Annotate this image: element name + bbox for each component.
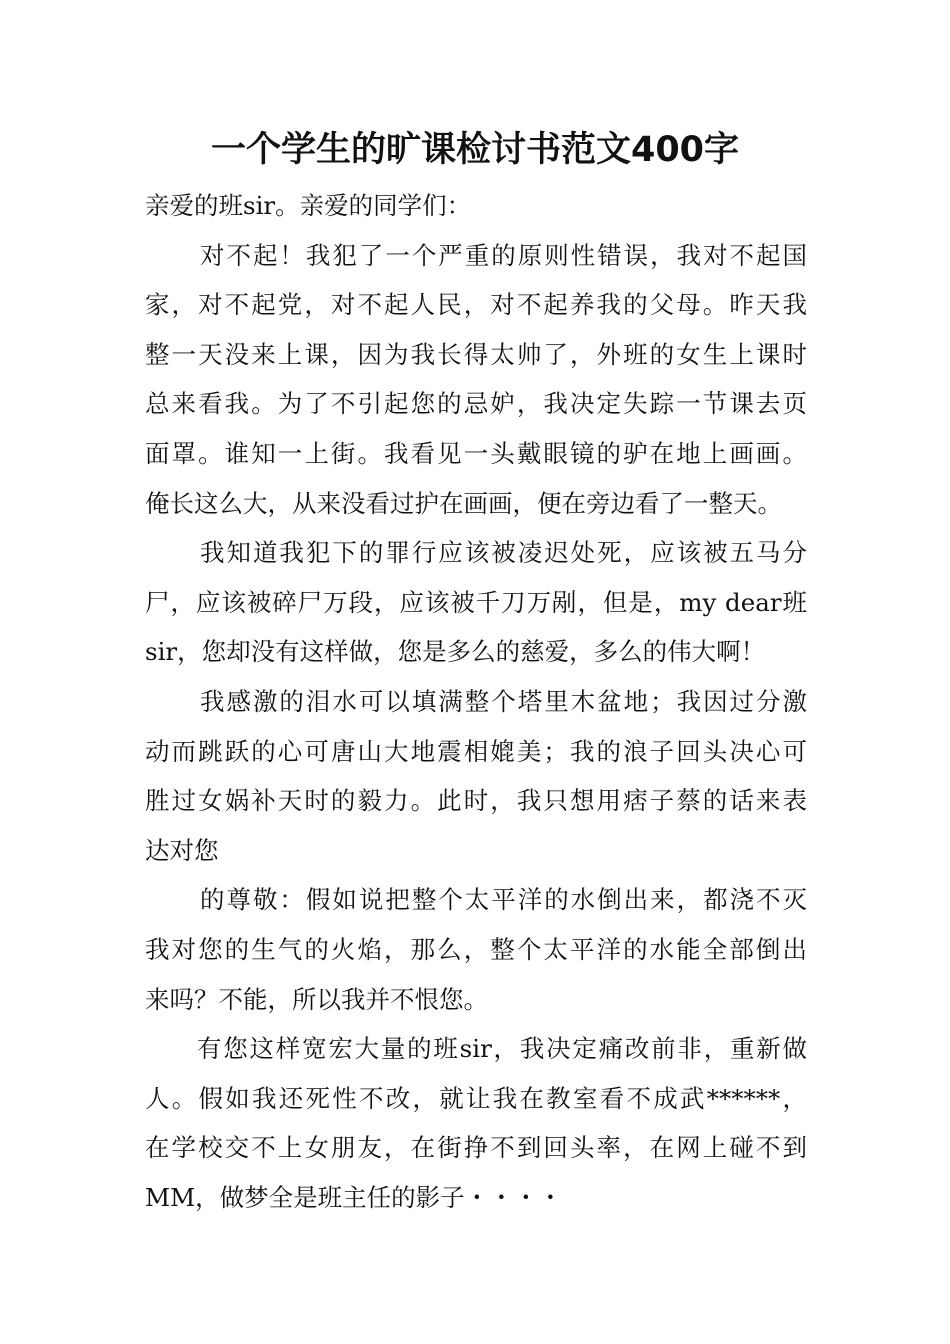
paragraph-5-line-4: MM，做梦全是班主任的影子・・・・ bbox=[145, 1182, 563, 1212]
paragraph-3-line-3: 胜过女娲补天时的毅力。此时，我只想用痞子蔡的话来表 bbox=[145, 786, 807, 816]
paragraph-1-line-4: 总来看我。为了不引起您的忌妒，我决定失踪一节课去页 bbox=[145, 389, 807, 419]
paragraph-2-line-3: sir，您却没有这样做，您是多么的慈爱，多么的伟大啊！ bbox=[145, 637, 766, 667]
paragraph-1-line-1: 对不起！我犯了一个严重的原则性错误，我对不起国 bbox=[200, 240, 807, 270]
paragraph-1-line-3: 整一天没来上课，因为我长得太帅了，外班的女生上课时 bbox=[145, 339, 807, 369]
paragraph-4-line-2: 我对您的生气的火焰，那么，整个太平洋的水能全部倒出 bbox=[145, 934, 807, 964]
paragraph-1-line-6: 俺长这么大，从来没看过护在画画，便在旁边看了一整天。 bbox=[145, 488, 782, 518]
paragraph-5-line-2: 人。假如我还死性不改，就让我在教室看不成武******， bbox=[145, 1083, 807, 1113]
paragraph-4-line-1: 的尊敬：假如说把整个太平洋的水倒出来，都浇不灭 bbox=[200, 885, 807, 915]
salutation-line: 亲爱的班sir。亲爱的同学们： bbox=[145, 191, 472, 220]
paragraph-3-line-4: 达对您 bbox=[145, 835, 219, 865]
paragraph-1-line-5: 面罩。谁知一上街。我看见一头戴眼镜的驴在地上画画。 bbox=[145, 438, 807, 468]
document-body bbox=[145, 181, 807, 1222]
paragraph-3-line-2: 动而跳跃的心可唐山大地震相媲美；我的浪子回头决心可 bbox=[145, 736, 807, 766]
document-title: 一个学生的旷课检讨书范文400字 bbox=[210, 130, 740, 170]
paragraph-2-line-1: 我知道我犯下的罪行应该被凌迟处死，应该被五马分 bbox=[200, 538, 807, 568]
paragraph-3-line-1: 我感激的泪水可以填满整个塔里木盆地；我因过分激 bbox=[200, 686, 807, 716]
paragraph-1-line-2: 家，对不起党，对不起人民，对不起养我的父母。昨天我 bbox=[145, 290, 807, 320]
paragraph-5-line-1: 有您这样宽宏大量的班sir，我决定痛改前非，重新做 bbox=[197, 1034, 807, 1064]
paragraph-4-line-3: 来吗？不能，所以我并不恨您。 bbox=[145, 984, 488, 1014]
paragraph-2-line-2: 尸，应该被碎尸万段，应该被千刀万剐，但是，my dear班 bbox=[145, 587, 807, 617]
paragraph-5-line-3: 在学校交不上女朋友，在街挣不到回头率，在网上碰不到 bbox=[145, 1133, 807, 1163]
